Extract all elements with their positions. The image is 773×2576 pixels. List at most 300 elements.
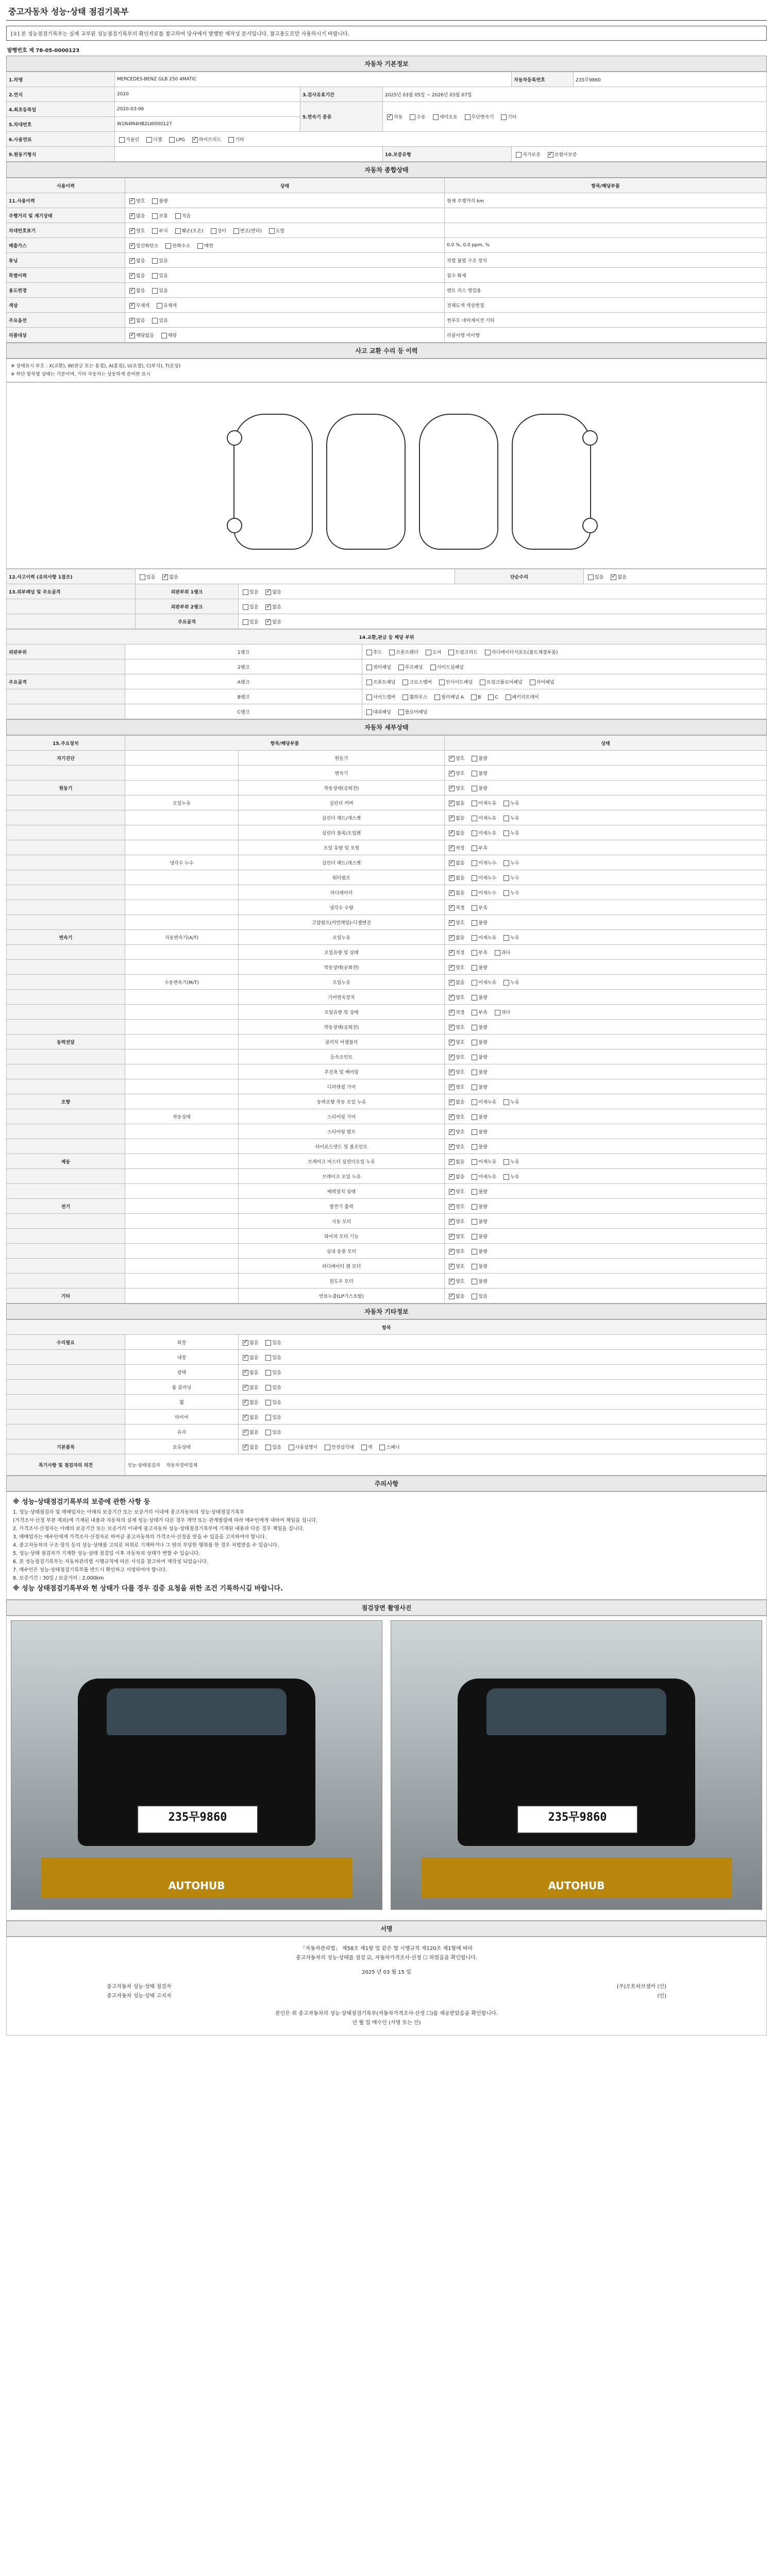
detail-row [7, 795, 767, 810]
detail-group [7, 1124, 125, 1139]
other-opts [239, 1335, 767, 1350]
option [127, 272, 145, 279]
detail-row [7, 781, 767, 795]
checkbox-icon [449, 875, 455, 881]
option [469, 979, 496, 986]
checkbox-icon [472, 1055, 477, 1060]
checkbox-icon [449, 1144, 455, 1150]
checkbox-icon [449, 1249, 455, 1255]
checkbox-icon [449, 1219, 455, 1225]
detail-row [7, 1094, 767, 1109]
option [173, 212, 191, 219]
checkbox-icon [228, 137, 234, 143]
fuel-opts [115, 132, 767, 147]
other-item: 룸 클리닝 [125, 1380, 239, 1395]
option-label: 양호 [456, 1144, 465, 1150]
detail-item: 추진축 및 베어링 [239, 1064, 445, 1079]
other-item: 타이어 [125, 1410, 239, 1425]
detail-item: 냉각수 수량 [239, 900, 445, 915]
detail-item: 오일유량 및 상태 [239, 945, 445, 960]
checkbox-icon [503, 1159, 509, 1165]
checkbox-icon [157, 303, 162, 309]
option [241, 1384, 258, 1391]
detail-col-item: 항목/해당부품 [125, 736, 445, 751]
option [447, 844, 464, 851]
detail-row [7, 1274, 767, 1289]
checkbox-icon [449, 786, 455, 791]
checkbox-icon [162, 574, 168, 580]
doc-number [6, 44, 767, 56]
sign-line-4: 년 월 일 매수인 (서명 또는 인) [352, 2020, 421, 2026]
option [127, 302, 149, 309]
checkbox-icon [472, 1070, 477, 1075]
option-label: 누유 [510, 1174, 519, 1180]
vin-label: 5.차대번호 [7, 117, 115, 132]
other-opts [239, 1380, 767, 1395]
checkbox-icon [192, 137, 198, 143]
option-label: 크로스멤버 [409, 680, 432, 685]
checkbox-icon [611, 574, 616, 580]
option [396, 664, 423, 670]
checkbox-icon [152, 258, 158, 264]
detail-opts [445, 885, 767, 900]
status-row-label: 용도변경 [7, 283, 125, 298]
detail-opts [445, 1079, 767, 1094]
option-label: 불량 [478, 1144, 488, 1150]
valid-value: 2025년 03월 05일 ~ 2026년 03월 07일 [383, 87, 767, 102]
detail-sub [125, 1020, 239, 1035]
option-label: 누수 [510, 890, 519, 896]
warranty-label: 10.보증유형 [383, 147, 512, 162]
detail-sub [125, 1049, 239, 1064]
detail-row [7, 766, 767, 781]
option-label: 양호 [456, 756, 465, 761]
detail-row [7, 1064, 767, 1079]
checkbox-icon [472, 816, 477, 821]
option [263, 588, 281, 595]
plate-front: 235무9860 [137, 1805, 258, 1833]
option [150, 257, 167, 264]
option-label: 불량 [478, 1219, 488, 1225]
section-other: 자동차 기타정보 [6, 1303, 767, 1319]
option [447, 859, 464, 866]
accident-table [6, 569, 767, 629]
option-label: 불량 [478, 786, 488, 791]
option [432, 693, 464, 700]
detail-row [7, 1079, 767, 1094]
option [241, 1414, 258, 1420]
detail-group: 변속기 [7, 930, 125, 945]
option [469, 1248, 487, 1255]
detail-item: 실린더 커버 [239, 795, 445, 810]
reg-label: 자동차등록번호 [512, 72, 574, 87]
detail-item: 실린더 헤드/개스켓 [239, 855, 445, 870]
option [469, 1218, 487, 1225]
option [447, 1218, 464, 1225]
caution-line: 2. 가격조사·산정자는 아래의 보증기간 또는 보증거리 이내에 중고자동차 성능·상태점검기록부에 기재된 내용과 다른 경우 책임을 집니다. [13, 1526, 305, 1532]
option [469, 859, 496, 866]
cautions-title: ※ 성능·상태점검기록부의 보증에 관한 사항 등 [13, 1498, 150, 1506]
option-label: 불량 [478, 1129, 488, 1135]
detail-sub: 작동상태 [125, 1109, 239, 1124]
checkbox-icon [449, 860, 455, 866]
detail-item: 동력조향 작동 오일 누유 [239, 1094, 445, 1109]
checkbox-icon [449, 1070, 455, 1075]
checkbox-icon [495, 1010, 500, 1015]
option-label: 불량 [478, 771, 488, 776]
option [263, 1369, 281, 1376]
status-row-note: 현재 주행거리 km [445, 193, 767, 208]
status-row-note: 리콜이행 미이행 [445, 328, 767, 343]
other-row [7, 1425, 767, 1439]
detail-opts [445, 1094, 767, 1109]
option [469, 815, 496, 821]
option [144, 136, 162, 143]
section-cautions: 주의사항 [6, 1476, 767, 1492]
status-row [7, 313, 767, 328]
parts-items [362, 704, 767, 719]
detail-group [7, 1169, 125, 1184]
grade-value: 자동차정비업체 [166, 1463, 198, 1468]
car-top-view [326, 414, 406, 550]
caution-line: 8. 보증기간 : 30일 / 보증거리 : 2,000km [13, 1575, 104, 1581]
checkbox-icon [472, 1144, 477, 1150]
checkbox-icon [472, 771, 477, 776]
parts-group: 주요골격 [7, 674, 125, 689]
detail-sub [125, 1199, 239, 1214]
detail-sub [125, 1214, 239, 1229]
checkbox-icon [449, 950, 455, 956]
status-row-opts [125, 193, 445, 208]
detail-item: 타이로드엔드 및 볼조인트 [239, 1139, 445, 1154]
option-label: 없음 [617, 574, 627, 580]
checkbox-icon [472, 1084, 477, 1090]
accident-row-sub: 외판부위 1랭크 [136, 584, 239, 599]
option [173, 227, 204, 234]
checkbox-icon [472, 875, 477, 881]
option [501, 859, 519, 866]
checkbox-icon [449, 1025, 455, 1030]
option-label: 양호 [456, 920, 465, 926]
option [267, 227, 284, 234]
option-label: 과다 [501, 950, 511, 956]
option [447, 874, 464, 881]
option [501, 1098, 519, 1105]
detail-opts [445, 1214, 767, 1229]
option [424, 649, 441, 655]
status-col-note: 항목/해당부품 [445, 178, 767, 193]
status-row-note: 침수 화재 [445, 268, 767, 283]
checkbox-icon [503, 935, 509, 941]
option-label: 무단변속기 [471, 115, 494, 120]
status-row-note [445, 223, 767, 238]
option-label: 과다 [501, 1010, 511, 1015]
option [486, 694, 498, 700]
lift-brand-rear: AUTOHUB [548, 1879, 605, 1892]
detail-row [7, 1020, 767, 1035]
option [159, 332, 177, 338]
checkbox-icon [472, 1129, 477, 1135]
status-row [7, 268, 767, 283]
option-label: 없음 [272, 589, 281, 595]
detail-group: 전기 [7, 1199, 125, 1214]
checkbox-icon [449, 995, 455, 1001]
detail-item: 발전기 출력 [239, 1199, 445, 1214]
checkbox-icon [449, 905, 455, 911]
checkbox-icon [426, 650, 431, 655]
option-label: 가솔린 [126, 137, 140, 143]
detail-sub [125, 1259, 239, 1274]
detail-group [7, 945, 125, 960]
option [127, 287, 145, 294]
status-row-opts [125, 283, 445, 298]
section-accident: 사고 교환 수리 등 이력 [6, 343, 767, 359]
detail-sub [125, 990, 239, 1005]
trans-label: 5.변속기 종류 [300, 102, 383, 132]
option-label: 부족 [478, 1010, 488, 1015]
status-row-label: 주요옵션 [7, 313, 125, 328]
parts-items [362, 645, 767, 659]
detail-group [7, 1184, 125, 1199]
doc-title: 중고자동차 성능·상태 점검기록부 [6, 0, 767, 21]
detail-group [7, 1005, 125, 1020]
option [263, 618, 281, 625]
checkbox-icon [503, 980, 509, 986]
checkbox-icon [480, 680, 485, 685]
option [501, 815, 519, 821]
section-signature: 서명 [6, 1921, 767, 1937]
accident-row-opts [136, 569, 455, 584]
checkbox-icon [449, 1174, 455, 1180]
accident-row-opts [239, 614, 767, 629]
detail-group [7, 840, 125, 855]
checkbox-icon [366, 650, 372, 655]
detail-sub [125, 1094, 239, 1109]
checkbox-icon [503, 1099, 509, 1105]
option [155, 302, 177, 309]
detail-item: 오일 유량 및 오염 [239, 840, 445, 855]
option-label: 양호 [456, 1189, 465, 1195]
option-label: B [478, 694, 481, 700]
checkbox-icon [265, 619, 271, 625]
option-label: 없음 [249, 1430, 259, 1435]
detail-row [7, 1244, 767, 1259]
status-row-label: 차대번호표기 [7, 223, 125, 238]
option [241, 1399, 258, 1405]
checkbox-icon [361, 1445, 367, 1450]
detail-sub [125, 1274, 239, 1289]
option [447, 1263, 464, 1269]
detail-row [7, 1259, 767, 1274]
detail-opts [445, 766, 767, 781]
signature-box [6, 1937, 767, 2036]
detail-item: 브레이크 오일 누유 [239, 1169, 445, 1184]
checkbox-icon [325, 1445, 330, 1450]
option-label: 없음 [456, 831, 465, 836]
option [447, 949, 464, 956]
checkbox-icon [472, 995, 477, 1001]
option-label: 자동 [394, 115, 403, 120]
status-rows [7, 193, 767, 343]
parts-items [362, 689, 767, 704]
cautions-warning: ※ 성능 상태점검기록부와 현 상태가 다를 경우 검증 요청을 위한 조건 기록하시길 바랍니다. [13, 1585, 283, 1592]
other-group [7, 1425, 125, 1439]
checkbox-icon [449, 801, 455, 806]
checkbox-icon [449, 1099, 455, 1105]
checkbox-icon [152, 228, 158, 234]
status-col-item: 사용이력 [7, 178, 125, 193]
detail-group [7, 990, 125, 1005]
option-label: 수동 [416, 115, 426, 120]
checkbox-icon [472, 801, 477, 806]
checkbox-icon [449, 1294, 455, 1299]
option-label: 있음 [595, 574, 604, 580]
option [323, 1444, 354, 1450]
option-label: 탄화수소 [172, 243, 191, 249]
accident-row-label [7, 614, 136, 629]
detail-sub [125, 1124, 239, 1139]
detail-sub [125, 751, 239, 766]
option-label: 미세누유 [478, 801, 497, 806]
accident-row [7, 584, 767, 599]
detail-row [7, 1184, 767, 1199]
parts-rows [7, 645, 767, 719]
option [241, 588, 258, 595]
option-label: 없음 [456, 875, 465, 881]
option [263, 1354, 281, 1361]
option-label: 없음 [456, 1174, 465, 1180]
option [469, 1083, 487, 1090]
option-label: 있음 [272, 1430, 281, 1435]
option [447, 934, 464, 941]
option [400, 693, 427, 700]
status-row [7, 208, 767, 223]
option-label: 도어 [432, 650, 442, 655]
option [364, 679, 395, 685]
wheel-icon [582, 518, 598, 533]
motor-label: 9.원동기형식 [7, 147, 115, 162]
option-label: 없음 [136, 273, 145, 279]
option-label: 양호 [456, 1084, 465, 1090]
option-label: 필러패널 A [441, 694, 464, 700]
checkbox-icon [430, 665, 436, 670]
detail-item: 배력장치 상태 [239, 1184, 445, 1199]
detail-sub [125, 1005, 239, 1020]
checkbox-icon [503, 1174, 509, 1180]
option-label: 양호 [456, 1070, 465, 1075]
valid-label: 3.검사유효기간 [300, 87, 383, 102]
checkbox-icon [449, 980, 455, 986]
detail-row [7, 975, 767, 990]
detail-opts [445, 1259, 767, 1274]
detail-row [7, 960, 767, 975]
other-group [7, 1395, 125, 1410]
option-label: 있음 [159, 273, 168, 279]
option [501, 874, 519, 881]
trans-opts [383, 102, 767, 132]
checkbox-icon [449, 890, 455, 896]
option-label: 양호 [456, 965, 465, 971]
doc-number-value: 78-05-0000123 [36, 48, 80, 54]
option-label: 미세누수 [478, 860, 497, 866]
detail-opts [445, 960, 767, 975]
option-label: 유채색 [163, 303, 177, 309]
checkbox-icon [366, 709, 372, 715]
option [469, 1293, 487, 1299]
option-label: 부족 [478, 950, 488, 956]
option [469, 1263, 487, 1269]
checkbox-icon [472, 950, 477, 956]
car-diagram [6, 382, 767, 569]
checkbox-icon [548, 152, 553, 158]
detail-group [7, 1274, 125, 1289]
option [501, 979, 519, 986]
option-label: 후드 [373, 650, 382, 655]
checkbox-icon [265, 589, 271, 595]
detail-sub [125, 810, 239, 825]
option-label: 휠하우스 [409, 694, 428, 700]
option-label: 양호 [456, 1204, 465, 1210]
detail-row [7, 1229, 767, 1244]
checkbox-icon [449, 1159, 455, 1165]
checkbox-icon [152, 288, 158, 294]
checkbox-icon [243, 1430, 248, 1435]
option-label: 양호 [136, 198, 145, 204]
option [469, 1188, 487, 1195]
accident-legend: ※ 상태표시 부호 : X(교환), W(판금 또는 용접), A(흠집), U(요철), C(부식), T(손상) [11, 364, 181, 369]
option-label: LPG [176, 137, 185, 143]
option [447, 904, 464, 911]
status-row-label: 주행거리 및 계기상태 [7, 208, 125, 223]
option [514, 151, 541, 158]
detail-opts [445, 1184, 767, 1199]
option [469, 1143, 487, 1150]
sign-line-3: 본인은 위 중고자동차의 성능·상태점검기록부(자동차가격조사·산정 ☐)를 제공받았음을 확인합니다. [275, 2011, 498, 2016]
parts-row [7, 674, 767, 689]
detail-row [7, 1049, 767, 1064]
option [447, 770, 464, 776]
checkbox-icon [449, 935, 455, 941]
checkbox-icon [243, 1415, 248, 1420]
checkbox-icon [389, 650, 395, 655]
option [469, 844, 487, 851]
option-label: 리어패널 [536, 680, 554, 685]
detail-opts [445, 1244, 767, 1259]
option [263, 1429, 281, 1435]
option [127, 317, 145, 324]
checkbox-icon [472, 786, 477, 791]
detail-sub [125, 1229, 239, 1244]
option [447, 1128, 464, 1135]
option-label: 불량 [478, 1249, 488, 1255]
detail-item: 스티어링 기어 [239, 1109, 445, 1124]
option-label: 없음 [249, 1445, 259, 1450]
option [447, 1173, 464, 1180]
detail-item: 브레이크 마스터 실린더오일 누유 [239, 1154, 445, 1169]
detail-row [7, 870, 767, 885]
option-label: 있음 [159, 258, 168, 264]
status-row [7, 193, 767, 208]
checkbox-icon [379, 1445, 385, 1450]
option-label: 부식 [159, 228, 168, 234]
checkbox-icon [129, 288, 135, 294]
detail-row [7, 1289, 767, 1303]
option [447, 1039, 464, 1045]
checkbox-icon [366, 694, 372, 700]
option-label: 사이드멤버 [373, 694, 396, 700]
option [469, 994, 487, 1001]
checkbox-icon [472, 860, 477, 866]
